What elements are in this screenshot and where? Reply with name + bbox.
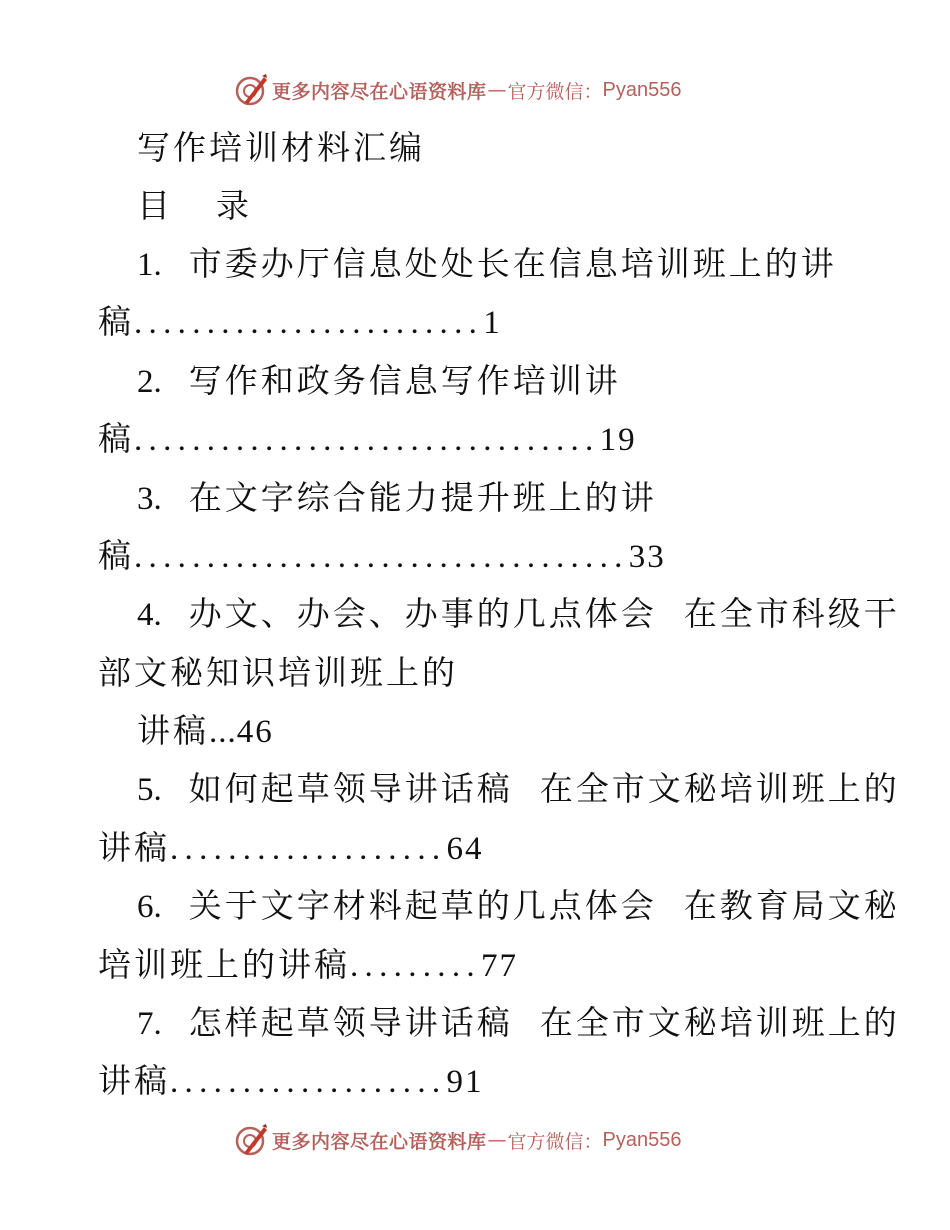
toc-leader-dots: .................................. [134,539,629,575]
watermark-label: 官方微信： [507,1130,603,1153]
toc-entry-4-line-1 [137,592,900,636]
toc-leader-dots: ... [209,714,237,750]
toc-page-number: 77 [480,948,518,984]
toc-entry-number: 3. [137,481,162,517]
toc-entry-text: 市委办厅信息处处长在信息培训班上的讲 [188,244,837,283]
toc-entry-text: 如何起草领导讲话稿 在全市文秘培训班上的 [188,769,900,808]
toc-page-number: 1 [483,305,502,341]
toc-entry-1-line-1 [137,242,837,286]
toc-heading: 目 录 [137,186,252,225]
toc-entry-5-line-2 [98,826,483,870]
toc-entry-text: 稿 [98,536,134,575]
toc-entry-2-line-1 [137,359,621,403]
toc-leader-dots: ................................ [134,422,600,458]
toc-entry-text: 部文秘知识培训班上的 [98,653,458,692]
toc-entry-2-line-2 [98,417,637,461]
watermark-separator: — [487,79,507,101]
watermark-id: Pyan556 [602,1128,682,1151]
toc-page-number: 33 [628,539,666,575]
pen-logo-icon [234,1123,268,1157]
toc-entry-text: 稿 [98,302,134,341]
toc-entry-number: 1. [137,247,162,283]
toc-entry-text: 关于文字材料起草的几点体会 在教育局文秘 [188,886,900,925]
toc-page-number: 91 [446,1064,484,1100]
watermark-banner-top [234,72,714,108]
toc-page-number: 46 [236,714,274,750]
watermark-id: Pyan556 [602,78,682,101]
toc-entry-text: 在文字综合能力提升班上的讲 [188,478,657,517]
watermark-banner-bottom [234,1122,714,1158]
toc-entry-number: 5. [137,772,162,808]
toc-entry-4-line-2 [98,651,458,695]
toc-entry-text: 讲稿 [137,711,209,750]
watermark-label: 官方微信： [507,80,603,103]
toc-leader-dots: ................... [170,831,447,867]
toc-entry-1-line-2 [98,300,502,344]
toc-entry-number: 2. [137,364,162,400]
toc-entry-text: 怎样起草领导讲话稿 在全市文秘培训班上的 [188,1003,900,1042]
toc-entry-text: 讲稿 [98,1061,170,1100]
watermark-text: 更多内容尽在心语资料库 [272,80,487,103]
toc-page-number: 64 [446,831,484,867]
toc-entry-text: 办文、办会、办事的几点体会 在全市科级干 [188,594,900,633]
toc-entry-6-line-2 [98,943,518,987]
toc-entry-text: 讲稿 [98,828,170,867]
toc-entry-3-line-2 [98,534,666,578]
toc-entry-number: 6. [137,889,162,925]
toc-entry-number: 4. [137,597,162,633]
toc-entry-text: 稿 [98,419,134,458]
toc-entry-3-line-1 [137,476,657,520]
toc-entry-text: 培训班上的讲稿 [98,945,350,984]
pen-logo-icon [234,73,268,107]
toc-entry-text: 写作和政务信息写作培训讲 [188,361,621,400]
toc-leader-dots: ................... [170,1064,447,1100]
toc-entry-7-line-2 [98,1059,483,1103]
toc-entry-4-line-3 [137,709,274,753]
toc-leader-dots: ........................ [134,305,484,341]
toc-entry-6-line-1 [137,884,900,928]
toc-page-number: 19 [599,422,637,458]
toc-entry-number: 7. [137,1006,162,1042]
document-title: 写作培训材料汇编 [137,128,425,167]
toc-entry-7-line-1 [137,1001,900,1045]
watermark-text: 更多内容尽在心语资料库 [272,1130,487,1153]
toc-leader-dots: ......... [350,948,481,984]
watermark-separator: — [487,1129,507,1151]
toc-entry-5-line-1 [137,767,900,811]
